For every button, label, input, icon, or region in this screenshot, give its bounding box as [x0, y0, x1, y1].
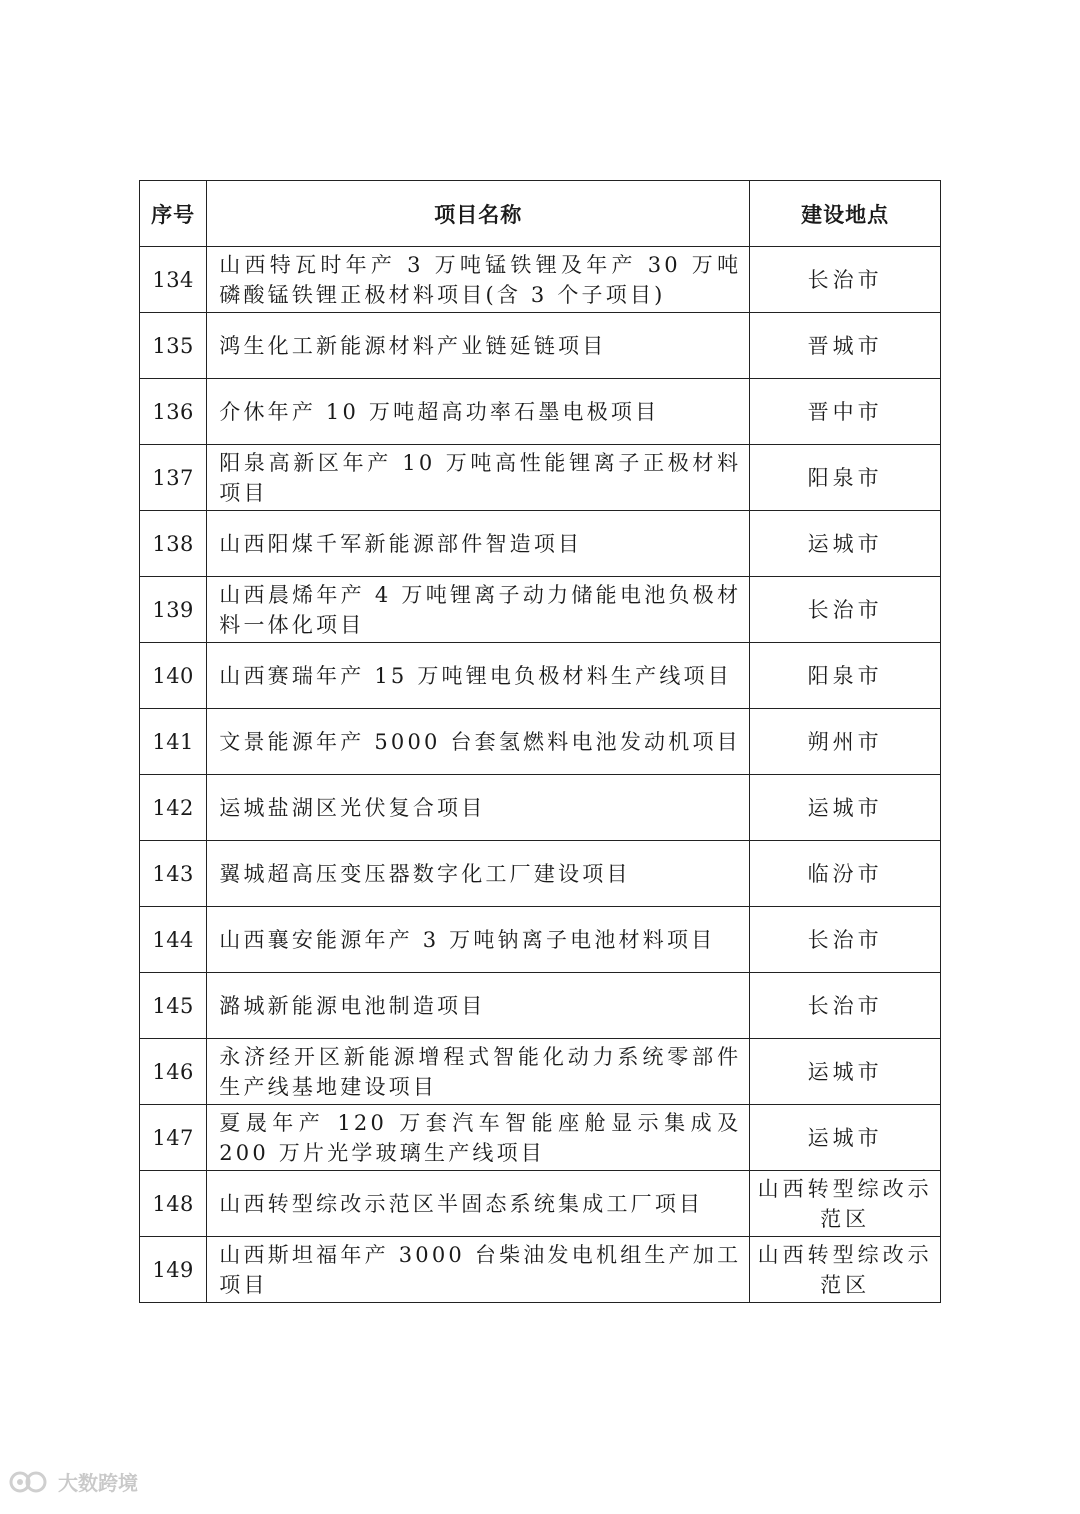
project-name: 运城盐湖区光伏复合项目: [207, 775, 750, 841]
table-header-row: [140, 181, 941, 247]
header-no: 序号: [140, 181, 207, 247]
project-table: [139, 180, 941, 1303]
watermark: [8, 1467, 138, 1496]
project-location: 长治市: [750, 907, 941, 973]
table-row: [140, 1105, 941, 1171]
table-row: [140, 1237, 941, 1303]
row-number: 138: [140, 511, 207, 577]
row-number: 146: [140, 1039, 207, 1105]
row-number: 136: [140, 379, 207, 445]
row-number: 137: [140, 445, 207, 511]
row-number: 144: [140, 907, 207, 973]
table-row: [140, 379, 941, 445]
row-number: 134: [140, 247, 207, 313]
table-row: [140, 709, 941, 775]
project-location: 阳泉市: [750, 445, 941, 511]
project-name: 山西特瓦时年产 3 万吨锰铁锂及年产 30 万吨磷酸锰铁锂正极材料项目(含 3 个子项目): [207, 247, 750, 313]
project-name: 山西转型综改示范区半固态系统集成工厂项目: [207, 1171, 750, 1237]
header-location: 建设地点: [750, 181, 941, 247]
project-name: 山西晨烯年产 4 万吨锂离子动力储能电池负极材料一体化项目: [207, 577, 750, 643]
project-location: 临汾市: [750, 841, 941, 907]
project-location: 长治市: [750, 973, 941, 1039]
project-name: 山西赛瑞年产 15 万吨锂电负极材料生产线项目: [207, 643, 750, 709]
table-row: [140, 907, 941, 973]
project-location: 晋中市: [750, 379, 941, 445]
brand-logo-icon: [8, 1469, 52, 1495]
project-location: 晋城市: [750, 313, 941, 379]
table-row: [140, 445, 941, 511]
table-row: [140, 577, 941, 643]
row-number: 135: [140, 313, 207, 379]
project-name: 潞城新能源电池制造项目: [207, 973, 750, 1039]
project-name: 鸿生化工新能源材料产业链延链项目: [207, 313, 750, 379]
project-location: 朔州市: [750, 709, 941, 775]
table-row: [140, 313, 941, 379]
row-number: 139: [140, 577, 207, 643]
header-name: 项目名称: [207, 181, 750, 247]
table-row: [140, 973, 941, 1039]
watermark-text: 大数跨境: [58, 1471, 138, 1495]
project-location: 长治市: [750, 577, 941, 643]
row-number: 142: [140, 775, 207, 841]
project-location: 运城市: [750, 1039, 941, 1105]
row-number: 140: [140, 643, 207, 709]
project-name: 文景能源年产 5000 台套氢燃料电池发动机项目: [207, 709, 750, 775]
project-name: 阳泉高新区年产 10 万吨高性能锂离子正极材料项目: [207, 445, 750, 511]
project-name: 山西襄安能源年产 3 万吨钠离子电池材料项目: [207, 907, 750, 973]
row-number: 149: [140, 1237, 207, 1303]
project-location: 运城市: [750, 775, 941, 841]
project-name: 介休年产 10 万吨超高功率石墨电极项目: [207, 379, 750, 445]
table-row: [140, 841, 941, 907]
row-number: 148: [140, 1171, 207, 1237]
row-number: 145: [140, 973, 207, 1039]
project-location: 运城市: [750, 511, 941, 577]
project-name: 夏晟年产 120 万套汽车智能座舱显示集成及 200 万片光学玻璃生产线项目: [207, 1105, 750, 1171]
project-location: 阳泉市: [750, 643, 941, 709]
table-row: [140, 643, 941, 709]
project-location: 山西转型综改示范区: [750, 1171, 941, 1237]
project-location: 长治市: [750, 247, 941, 313]
table-row: [140, 775, 941, 841]
project-location: 运城市: [750, 1105, 941, 1171]
table-row: [140, 1171, 941, 1237]
table-row: [140, 247, 941, 313]
row-number: 147: [140, 1105, 207, 1171]
project-name: 永济经开区新能源增程式智能化动力系统零部件生产线基地建设项目: [207, 1039, 750, 1105]
table-row: [140, 1039, 941, 1105]
row-number: 141: [140, 709, 207, 775]
table-row: [140, 511, 941, 577]
project-name: 山西阳煤千军新能源部件智造项目: [207, 511, 750, 577]
project-location: 山西转型综改示范区: [750, 1237, 941, 1303]
project-name: 翼城超高压变压器数字化工厂建设项目: [207, 841, 750, 907]
project-name: 山西斯坦福年产 3000 台柴油发电机组生产加工项目: [207, 1237, 750, 1303]
row-number: 143: [140, 841, 207, 907]
